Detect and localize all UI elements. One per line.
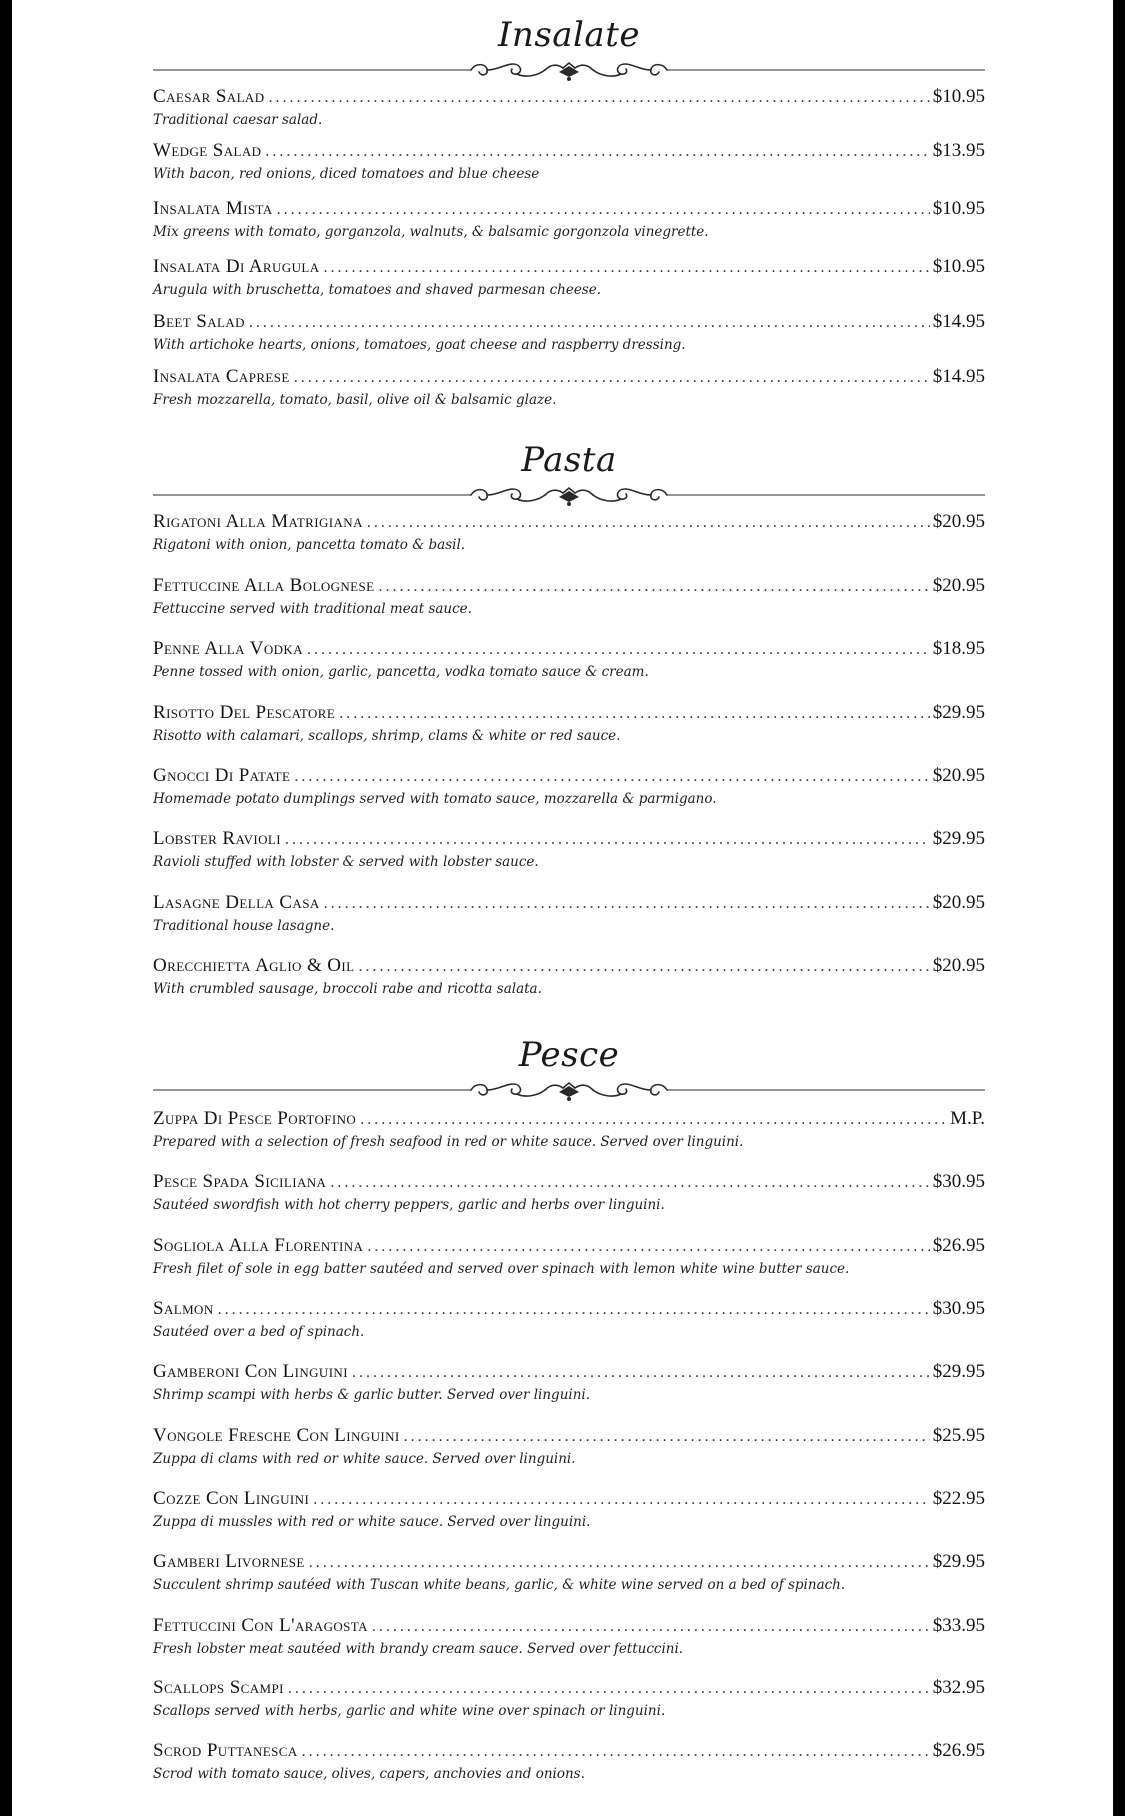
dot-leader	[367, 1235, 929, 1259]
dot-leader	[359, 955, 930, 979]
menu-item	[153, 1234, 985, 1284]
item-description: Sautéed over a bed of spinach.	[153, 1324, 365, 1340]
item-description: Homemade potato dumplings served with tomato sauce, mozzarella & parmigano.	[153, 791, 717, 807]
item-description: With bacon, red onions, diced tomatoes and blue cheese	[153, 166, 540, 182]
menu-item	[153, 85, 985, 135]
item-name: Cozze Con Linguini	[153, 1488, 310, 1509]
item-description: With artichoke hearts, onions, tomatoes, goat cheese and raspberry dressing.	[153, 337, 686, 353]
item-description: Traditional caesar salad.	[153, 112, 323, 128]
menu-item	[153, 510, 985, 560]
dot-leader	[313, 1488, 930, 1512]
dot-leader	[372, 1615, 930, 1639]
item-price: $29.95	[932, 828, 985, 849]
menu-item	[153, 310, 985, 360]
item-name: Wedge Salad	[153, 140, 262, 161]
dot-leader	[269, 86, 930, 110]
dot-leader	[265, 140, 929, 164]
item-name: Gnocci Di Patate	[153, 765, 291, 786]
dot-leader	[285, 828, 930, 852]
menu-item	[153, 139, 985, 189]
item-name: Insalata Mista	[153, 198, 273, 219]
menu-item	[153, 701, 985, 751]
section-title: Pasta	[521, 440, 617, 480]
dot-leader	[367, 511, 930, 535]
dot-leader	[330, 1171, 929, 1195]
item-name: Zuppa Di Pesce Portofino	[153, 1108, 357, 1129]
item-price: $13.95	[932, 140, 985, 161]
dot-leader	[352, 1361, 930, 1385]
item-price: $18.95	[932, 638, 985, 659]
item-price: $14.95	[932, 311, 985, 332]
item-name: Fettuccine Alla Bolognese	[153, 575, 375, 596]
dot-leader	[360, 1108, 947, 1132]
item-price: $29.95	[932, 702, 985, 723]
ornamental-scroll-divider-icon	[153, 53, 985, 87]
dot-leader	[307, 638, 930, 662]
item-name: Vongole Fresche Con Linguini	[153, 1425, 400, 1446]
item-price: $20.95	[932, 765, 985, 786]
item-price: $32.95	[932, 1677, 985, 1698]
item-description: Fresh filet of sole in egg batter sautéed and served over spinach with lemon white wine butter sauce.	[153, 1261, 850, 1277]
dot-leader	[277, 198, 930, 222]
item-price: $20.95	[932, 511, 985, 532]
item-description: Ravioli stuffed with lobster & served with lobster sauce.	[153, 854, 539, 870]
item-name: Sogliola Alla Florentina	[153, 1235, 364, 1256]
menu-item	[153, 1170, 985, 1220]
item-description: Fresh lobster meat sautéed with brandy cream sauce. Served over fettuccini.	[153, 1641, 684, 1657]
item-price: $33.95	[932, 1615, 985, 1636]
item-description: Risotto with calamari, scallops, shrimp, clams & white or red sauce.	[153, 728, 621, 744]
menu-item	[153, 1487, 985, 1537]
menu-item	[153, 1614, 985, 1664]
item-name: Gamberi Livornese	[153, 1551, 305, 1572]
item-description: With crumbled sausage, broccoli rabe and ricotta salata.	[153, 981, 542, 997]
item-price: $29.95	[932, 1551, 985, 1572]
item-name: Fettuccini Con L'aragosta	[153, 1615, 368, 1636]
dot-leader	[324, 256, 930, 280]
item-price: $20.95	[932, 892, 985, 913]
dot-leader	[294, 366, 930, 390]
item-name: Penne Alla Vodka	[153, 638, 303, 659]
item-description: Arugula with bruschetta, tomatoes and shaved parmesan cheese.	[153, 282, 602, 298]
menu-item	[153, 764, 985, 814]
item-price: $30.95	[932, 1171, 985, 1192]
dot-leader	[404, 1425, 930, 1449]
dot-leader	[218, 1298, 930, 1322]
item-description: Shrimp scampi with herbs & garlic butter. Served over linguini.	[153, 1387, 591, 1403]
item-description: Succulent shrimp sautéed with Tuscan white beans, garlic, & white wine served on a bed of spinach.	[153, 1577, 846, 1593]
item-price: $10.95	[932, 256, 985, 277]
item-name: Insalata Di Arugula	[153, 256, 320, 277]
item-name: Scallops Scampi	[153, 1677, 284, 1698]
item-price: $25.95	[932, 1425, 985, 1446]
item-description: Prepared with a selection of fresh seafood in red or white sauce. Served over linguini.	[153, 1134, 744, 1150]
item-price: $10.95	[932, 198, 985, 219]
item-price: $30.95	[932, 1298, 985, 1319]
menu-item	[153, 1739, 985, 1789]
item-price: $26.95	[932, 1740, 985, 1761]
dot-leader	[379, 575, 930, 599]
menu-item	[153, 1424, 985, 1474]
item-name: Beet Salad	[153, 311, 245, 332]
item-description: Fresh mozzarella, tomato, basil, olive oil & balsamic glaze.	[153, 392, 557, 408]
menu-item	[153, 1107, 985, 1157]
dot-leader	[339, 702, 930, 726]
menu-item	[153, 1550, 985, 1600]
item-price: $26.95	[932, 1235, 985, 1256]
menu-item	[153, 574, 985, 624]
item-description: Scrod with tomato sauce, olives, capers, anchovies and onions.	[153, 1766, 585, 1782]
menu-page	[12, 0, 1113, 1816]
item-name: Lobster Ravioli	[153, 828, 281, 849]
item-description: Scallops served with herbs, garlic and white wine over spinach or linguini.	[153, 1703, 666, 1719]
item-description: Sautéed swordfish with hot cherry peppers, garlic and herbs over linguini.	[153, 1197, 665, 1213]
menu-item	[153, 365, 985, 415]
dot-leader	[309, 1551, 930, 1575]
ornamental-scroll-divider-icon	[153, 1073, 985, 1107]
item-name: Rigatoni Alla Matrigiana	[153, 511, 363, 532]
item-description: Rigatoni with onion, pancetta tomato & basil.	[153, 537, 466, 553]
item-description: Mix greens with tomato, gorganzola, walnuts, & balsamic gorgonzola vinegrette.	[153, 224, 709, 240]
item-description: Traditional house lasagne.	[153, 918, 335, 934]
dot-leader	[324, 892, 930, 916]
item-price: $22.95	[932, 1488, 985, 1509]
section-title: Pesce	[518, 1035, 620, 1075]
dot-leader	[249, 311, 930, 335]
item-price: $20.95	[932, 955, 985, 976]
item-name: Caesar Salad	[153, 86, 265, 107]
menu-item	[153, 255, 985, 305]
dot-leader	[302, 1740, 930, 1764]
item-price: $14.95	[932, 366, 985, 387]
menu-item	[153, 827, 985, 877]
item-price: $10.95	[932, 86, 985, 107]
dot-leader	[288, 1677, 930, 1701]
item-description: Zuppa di clams with red or white sauce. Served over linguini.	[153, 1451, 576, 1467]
item-price: $29.95	[932, 1361, 985, 1382]
item-name: Risotto Del Pescatore	[153, 702, 336, 723]
menu-item	[153, 891, 985, 941]
item-name: Pesce Spada Siciliana	[153, 1171, 327, 1192]
item-name: Salmon	[153, 1298, 214, 1319]
menu-item	[153, 1360, 985, 1410]
item-price: $20.95	[932, 575, 985, 596]
item-name: Lasagne Della Casa	[153, 892, 320, 913]
menu-item	[153, 954, 985, 1004]
menu-item	[153, 637, 985, 687]
section-title: Insalate	[498, 15, 640, 55]
item-name: Gamberoni Con Linguini	[153, 1361, 348, 1382]
item-description: Fettuccine served with traditional meat sauce.	[153, 601, 472, 617]
item-price: M.P.	[950, 1108, 985, 1129]
item-name: Insalata Caprese	[153, 366, 290, 387]
item-description: Penne tossed with onion, garlic, pancetta, vodka tomato sauce & cream.	[153, 664, 649, 680]
menu-item	[153, 1676, 985, 1726]
item-name: Scrod Puttanesca	[153, 1740, 298, 1761]
item-name: Orecchietta Aglio & Oil	[153, 955, 355, 976]
item-description: Zuppa di mussles with red or white sauce. Served over linguini.	[153, 1514, 591, 1530]
ornamental-scroll-divider-icon	[153, 478, 985, 512]
menu-item	[153, 1297, 985, 1347]
menu-item	[153, 197, 985, 247]
dot-leader	[294, 765, 929, 789]
